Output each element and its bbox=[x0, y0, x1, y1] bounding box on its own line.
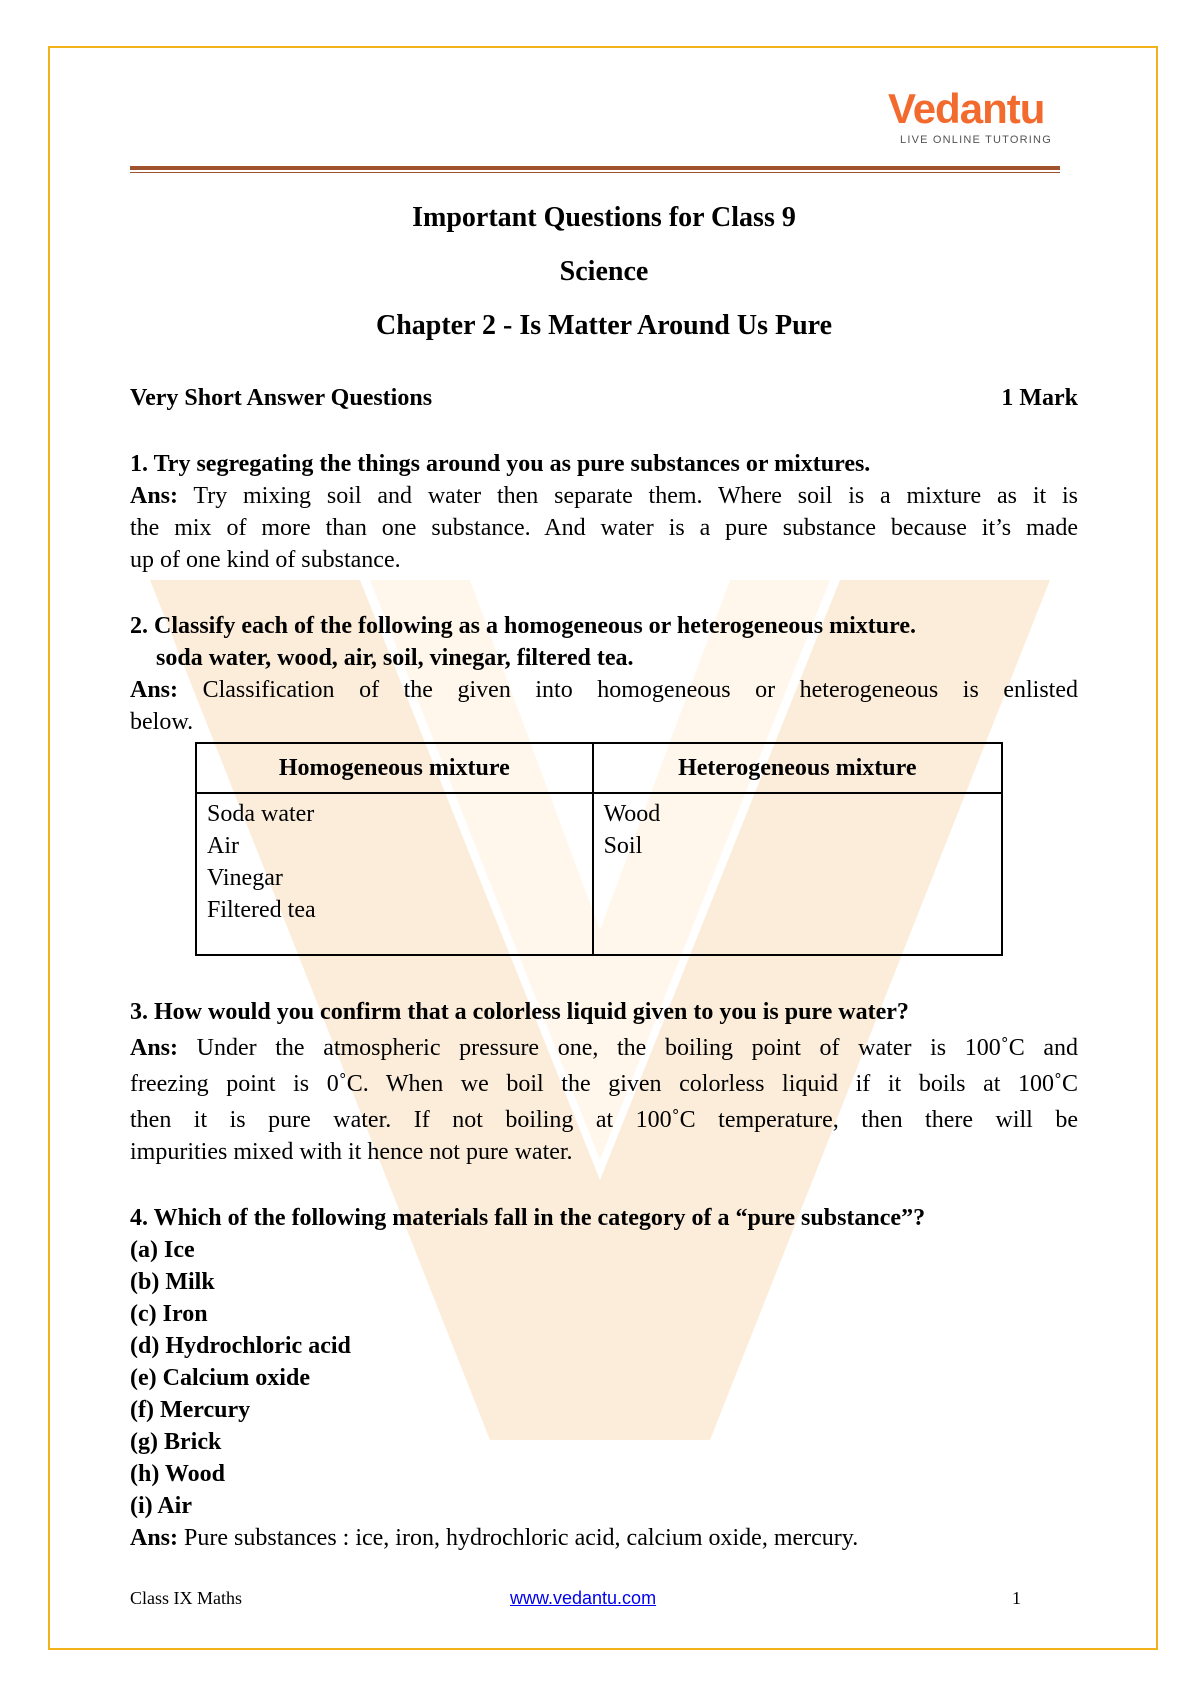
table-row bbox=[196, 793, 1002, 955]
q4-option-b: (b) Milk bbox=[130, 1269, 215, 1295]
section-marks: 1 Mark bbox=[1001, 385, 1078, 411]
q1-question: 1. Try segregating the things around you as pure substances or mixtures. bbox=[130, 451, 871, 477]
title-line1: Important Questions for Class 9 bbox=[412, 202, 796, 233]
list-item: Filtered tea bbox=[207, 897, 316, 923]
list-item: Wood bbox=[603, 801, 661, 827]
list-item: Soda water bbox=[207, 801, 315, 827]
q4-ans-label: Ans: bbox=[130, 1525, 179, 1551]
q1-ans-text1: Try mixing soil and water then separate them. Where soil is a mixture as it is bbox=[178, 483, 1078, 509]
footer-website-link[interactable]: www.vedantu.com bbox=[510, 1588, 657, 1608]
footer-page-number: 1 bbox=[1012, 1588, 1021, 1608]
logo-name: Vedantu bbox=[888, 85, 1045, 132]
q2-ans-label: Ans: bbox=[130, 677, 179, 703]
table-header-row bbox=[196, 743, 1002, 793]
q4-option-g: (g) Brick bbox=[130, 1429, 222, 1455]
q3-ans-text1: Under the atmospheric pressure one, the boiling point of water is 100˚C and bbox=[178, 1035, 1078, 1061]
q2-question-line2: soda water, wood, air, soil, vinegar, filtered tea. bbox=[156, 645, 634, 671]
q4-answer bbox=[130, 1522, 1078, 1554]
title-chapter: Chapter 2 - Is Matter Around Us Pure bbox=[375, 310, 833, 341]
q1-answer-line2: the mix of more than one substance. And water is a pure substance because it’s made bbox=[130, 515, 1078, 541]
q3-answer-line2: freezing point is 0˚C. When we boil the given colorless liquid if it boils at 100˚C bbox=[130, 1071, 1078, 1097]
q3-question: 3. How would you confirm that a colorless liquid given to you is pure water? bbox=[130, 999, 909, 1025]
q4-option-e: (e) Calcium oxide bbox=[130, 1365, 310, 1391]
q4-option-i: (i) Air bbox=[130, 1493, 192, 1519]
q4-option-d: (d) Hydrochloric acid bbox=[130, 1333, 351, 1359]
table-header-heterogeneous: Heterogeneous mixture bbox=[593, 743, 1002, 793]
heterogeneous-cell bbox=[593, 793, 1002, 955]
list-item: Soil bbox=[603, 833, 643, 859]
homogeneous-cell bbox=[196, 793, 593, 955]
section-label: Very Short Answer Questions bbox=[130, 385, 433, 411]
q4-option-f: (f) Mercury bbox=[130, 1397, 251, 1423]
header-rule bbox=[130, 166, 1060, 170]
footer-link-wrap bbox=[510, 1588, 656, 1609]
header-rule-thin bbox=[130, 172, 1060, 173]
q1-answer-line1 bbox=[130, 480, 1078, 512]
q2-question-line1: 2. Classify each of the following as a homogeneous or heterogeneous mixture. bbox=[130, 613, 916, 639]
section-header bbox=[130, 382, 1078, 414]
q1-answer-line3: up of one kind of substance. bbox=[130, 547, 401, 573]
q3-ans-label: Ans: bbox=[130, 1035, 179, 1061]
q2-ans-text1: Classification of the given into homogeneous or heterogeneous is enlisted bbox=[178, 677, 1078, 703]
q2-answer-line2: below. bbox=[130, 709, 194, 735]
footer-class-label: Class IX Maths bbox=[130, 1588, 242, 1608]
q4-option-c: (c) Iron bbox=[130, 1301, 208, 1327]
title-subject: Science bbox=[559, 256, 649, 287]
mixture-table bbox=[195, 742, 1003, 956]
q4-question: 4. Which of the following materials fall in the category of a “pure substance”? bbox=[130, 1205, 926, 1231]
q2-answer-line1 bbox=[130, 674, 1078, 706]
q4-option-a: (a) Ice bbox=[130, 1237, 195, 1263]
logo-tagline: LIVE ONLINE TUTORING bbox=[900, 134, 1052, 146]
q3-answer-line1 bbox=[130, 1032, 1078, 1064]
table-header-homogeneous: Homogeneous mixture bbox=[196, 743, 593, 793]
q1-ans-label: Ans: bbox=[130, 483, 179, 509]
list-item: Vinegar bbox=[207, 865, 283, 891]
q4-option-h: (h) Wood bbox=[130, 1461, 225, 1487]
q3-answer-line4: impurities mixed with it hence not pure water. bbox=[130, 1139, 573, 1165]
q4-ans-text: Pure substances : ice, iron, hydrochloric acid, calcium oxide, mercury. bbox=[178, 1525, 859, 1551]
list-item: Air bbox=[207, 833, 239, 859]
vedantu-logo bbox=[888, 86, 1078, 150]
q3-answer-line3: then it is pure water. If not boiling at 100˚C temperature, then there will be bbox=[130, 1107, 1078, 1133]
